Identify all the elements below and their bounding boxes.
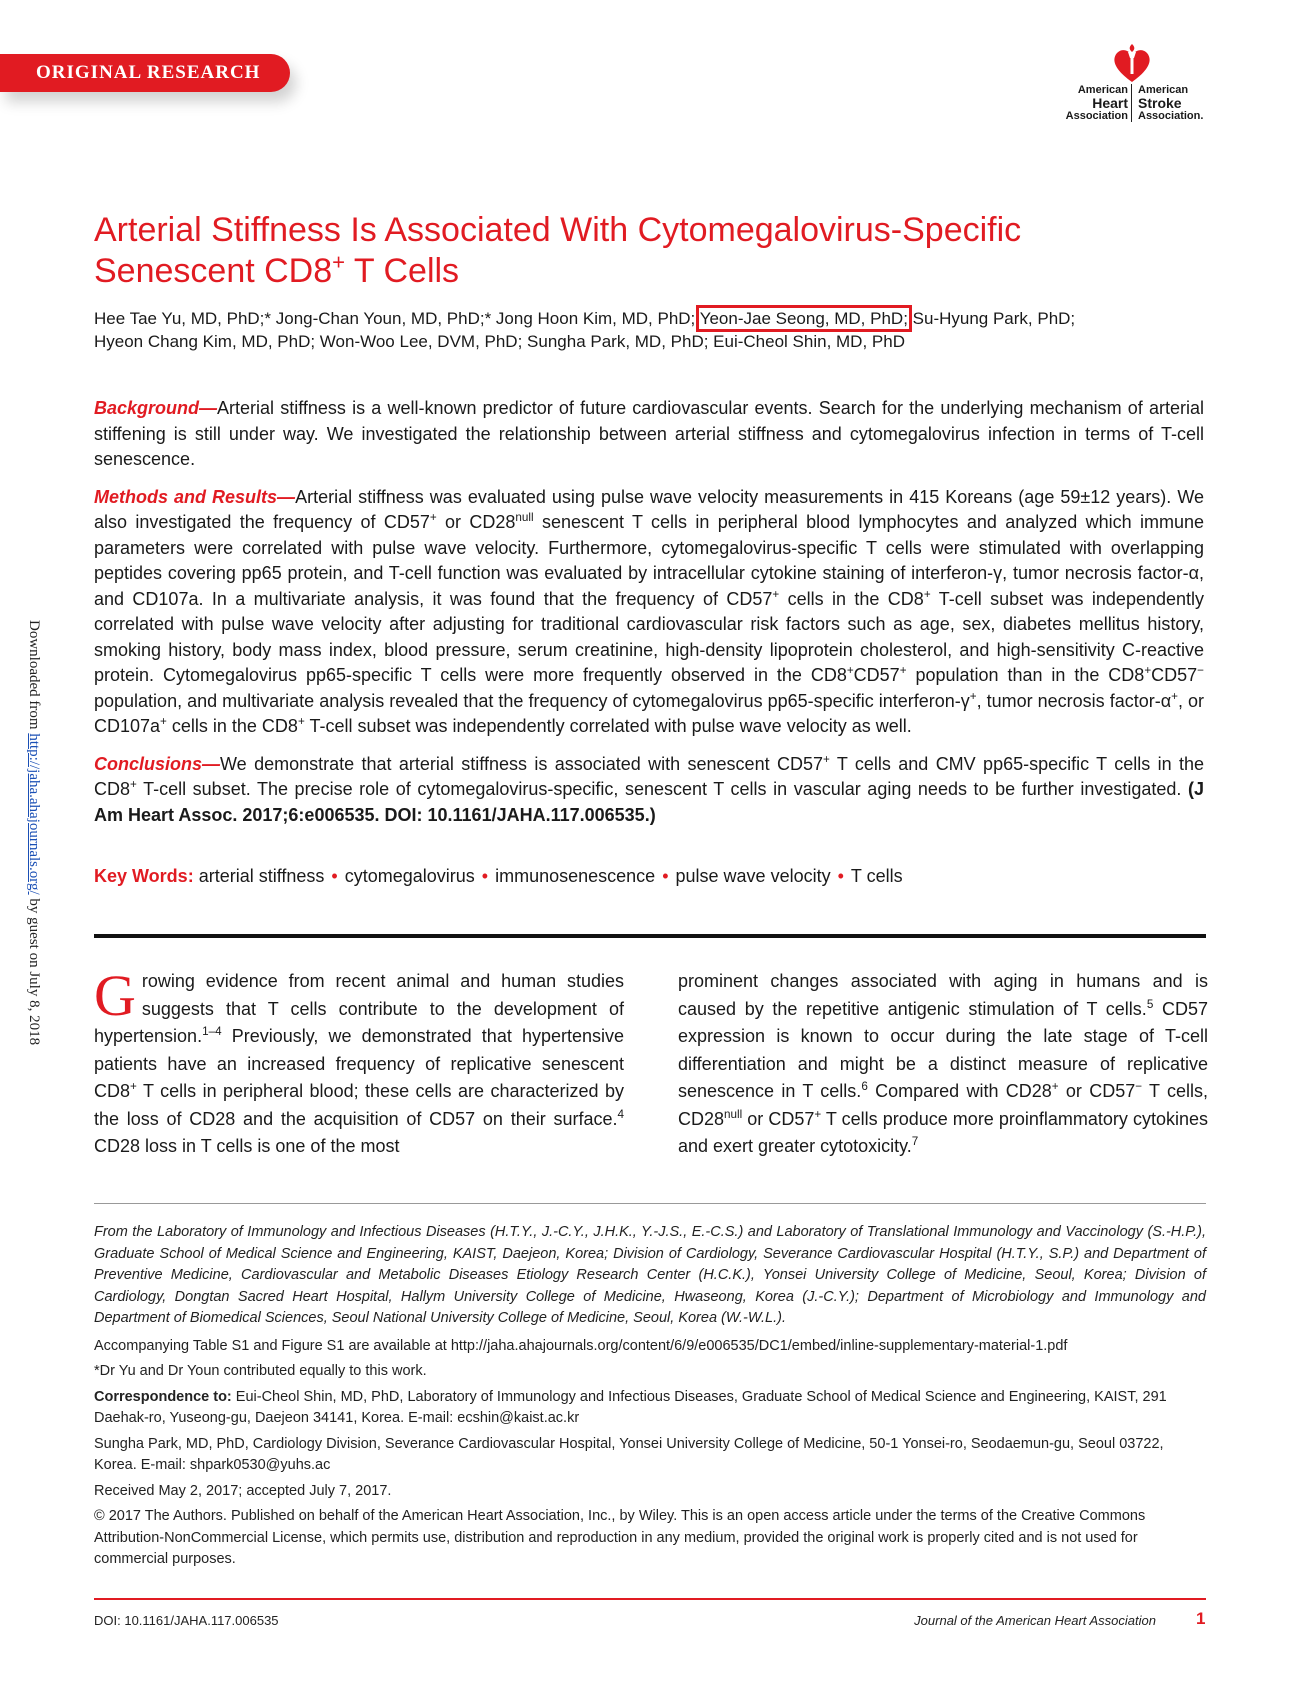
article-title [94, 210, 1134, 292]
heart-torch-icon [1111, 44, 1153, 84]
sup-null: null [515, 511, 534, 524]
background-text: Arterial stiffness is a well-known predictor of future cardiovascular events. Search for the underlying mechanism of arterial stiffening is still under way. We investigated the relationship between arterial stiffness and cytomegalovirus infection in terms of T-cell senescence. [94, 398, 1204, 469]
keyword: arterial stiffness [198, 866, 325, 886]
citation: (J Am Heart Assoc. 2017;6:e006535. DOI: 10.1161/JAHA.117.006535.) [94, 779, 1204, 825]
authors-line-2: Hyeon Chang Kim, MD, PhD; Won-Woo Lee, DVM, PhD; Sungha Park, MD, PhD; Eui-Cheol Shin, MD, PhD [94, 332, 905, 351]
sup-plus: + [1144, 664, 1152, 677]
authors-first: Hee Tae Yu, MD, PhD;* Jong-Chan Youn, MD, PhD;* Jong Hoon Kim, MD, PhD; [94, 309, 700, 328]
aha-wordmark [1066, 84, 1128, 122]
methods-label: Methods and Results— [94, 486, 296, 507]
correspondence-2: Sungha Park, MD, PhD, Cardiology Division, Severance Cardiovascular Hospital, Yonsei University College of Medicine, 50-1 Yonsei-ro, Seodaemun-gu, Seoul 03722, Korea. E-mail: shpark0530@yuhs.ac [94, 1435, 1164, 1473]
mr-text: T-cell subset was independently correlated with pulse wave velocity as well. [304, 716, 912, 736]
abstract-methods-results [94, 485, 1204, 740]
asa-wordmark [1138, 84, 1203, 122]
download-prefix: Downloaded from [26, 620, 42, 734]
sup-plus: + [297, 715, 305, 728]
article-type-banner [0, 54, 300, 96]
body-text: CD57 expression is known to occur during the late stage of T-cell differentiation and might be a distinct measure of replicative senescence in T cells. [678, 998, 1209, 1101]
body-text: T cells in peripheral blood; these cells are characterized by the loss of CD28 and the acquisition of CD57 on their surface. [94, 1081, 624, 1129]
body-text: or CD57 [1058, 1081, 1136, 1101]
mr-text: , tumor necrosis factor-α [976, 690, 1172, 711]
authors-rest: Su-Hyung Park, PhD; [907, 309, 1076, 328]
sup-plus: + [429, 511, 437, 524]
mr-text: CD57 [853, 665, 900, 685]
mr-text: population, and multivariate analysis revealed that the frequency of cytomegalovirus pp65-specific interferon-γ [94, 690, 970, 711]
abstract [94, 396, 1204, 840]
sup-plus: + [822, 752, 830, 766]
body-column-left [94, 963, 624, 1161]
mr-text: cells in the CD8 [166, 716, 298, 736]
sup-plus: + [130, 778, 137, 791]
aha-word-2: Heart [1092, 95, 1128, 111]
body-text: rowing evidence from recent animal and human studies suggests that T cells contribute to the development of hypertension. [94, 971, 624, 1046]
drop-cap: G [94, 963, 136, 1028]
sup-minus: − [1197, 664, 1204, 677]
sup-plus: + [969, 689, 977, 703]
mr-text: population than in the CD8 [906, 665, 1145, 685]
mr-text: T-cell subset was independently correlated with pulse wave velocity after adjusting for traditional cardiovascular risk factors such as age, sex, diabetes mellitus history, smoking history, body mass index, blood pressure, serum creatinine, high-density lipoprotein cholesterol, and high-sensitivity C-reactive protein. Cytomegalovirus pp65-specific T cells were more frequently observed in the CD8 [94, 588, 1205, 685]
ref-sup[interactable]: 6 [861, 1080, 868, 1093]
mr-text: , or CD107a [94, 690, 1205, 736]
correspondence-label: Correspondence to: [94, 1388, 232, 1405]
body-text: Compared with CD28 [867, 1081, 1052, 1101]
title-line-2: Senescent CD8 [94, 252, 333, 290]
keyword: T cells [850, 866, 903, 886]
keywords-label: Key Words: [94, 866, 194, 886]
mr-text: or CD28 [436, 512, 516, 532]
section-divider [94, 934, 1206, 938]
body-text: CD28 loss in T cells is one of the most [94, 1136, 400, 1156]
footer-doi: DOI: 10.1161/JAHA.117.006535 [94, 1613, 279, 1628]
ref-sup[interactable]: 4 [617, 1107, 624, 1121]
correspondence [94, 1387, 1206, 1430]
body-text: or CD57 [742, 1108, 815, 1129]
aha-asa-logo [1058, 44, 1208, 134]
footnotes [94, 1222, 1206, 1575]
aha-word-1: American [1077, 84, 1128, 96]
aha-word-3: Association [1065, 110, 1128, 122]
affiliations: From the Laboratory of Immunology and Infectious Diseases (H.T.Y., J.-C.Y., J.H.K., Y.-J.S., E.-C.S.) and Laboratory of Translational Immunology and Vaccinology (S.-H.P.), Graduate School of Medical Science and Engineering, KAIST, Daejeon, Korea; Division of Cardiology, Severance Cardiovascular Hospital (H.T.Y., S.P.) and Department of Preventive Medicine, Cardiovascular and Metabolic Diseases Etiology Research Center (H.C.K.), Yonsei University College of Medicine, Seoul, Korea; Division of Cardiology, Dongtan Sacred Heart Hospital, Hallym University College of Medicine, Hwaseong, Korea (J.-C.Y.); Department of Microbiology and Immunology and Department of Biomedical Sciences, Seoul National University College of Medicine, Seoul, Korea (W.-W.L.). [94, 1224, 1206, 1326]
highlighted-author: Yeon-Jae Seong, MD, PhD; [699, 309, 908, 328]
logo-divider [1131, 84, 1132, 122]
download-note [25, 620, 42, 1045]
ref-sup[interactable]: 1–4 [202, 1025, 222, 1038]
conclusions-label: Conclusions— [94, 753, 221, 774]
body-text: T cells produce more proinflammatory cytokines and exert greater cytotoxicity. [678, 1108, 1208, 1156]
sup-plus: + [1051, 1080, 1059, 1093]
abstract-background [94, 396, 1204, 473]
author-list [94, 307, 1214, 353]
supplement-note: Accompanying Table S1 and Figure S1 are available at http://jaha.ahajournals.org/content/6/9/e006535/DC1/embed/inline-supplementary-material-1.pdf [94, 1337, 1068, 1354]
sup-plus: + [160, 715, 167, 728]
banner-label: ORIGINAL RESEARCH [36, 62, 261, 83]
c-text: T-cell subset. The precise role of cytomegalovirus-specific, senescent T cells in vascular aging needs to be further investigated. [136, 779, 1188, 799]
journal-link[interactable]: http://jaha.ahajournals.org/ [26, 733, 42, 895]
sup-plus: + [130, 1080, 137, 1093]
sup-plus: + [846, 664, 854, 677]
title-sup: + [332, 249, 346, 275]
ref-sup[interactable]: 5 [1146, 997, 1154, 1011]
footer-divider [94, 1598, 1206, 1600]
ref-sup[interactable]: 7 [911, 1135, 919, 1148]
sup-minus: − [1135, 1080, 1143, 1093]
background-label: Background— [94, 398, 218, 418]
mr-text: Arterial stiffness was evaluated using pulse wave velocity measurements in 415 Koreans (age 59±12 years). We also investigated the frequency of CD57 [94, 486, 1204, 532]
sup-plus: + [772, 587, 780, 601]
download-suffix: by guest on July 8, 2018 [26, 894, 42, 1046]
body-column-right [678, 968, 1208, 1161]
body-text: T cells, CD28 [678, 1081, 1209, 1129]
equal-contribution-note: *Dr Yu and Dr Youn contributed equally to this work. [94, 1363, 427, 1379]
abstract-conclusions [94, 752, 1204, 829]
title-line-1: Arterial Stiffness Is Associated With Cytomegalovirus-Specific [94, 211, 1022, 249]
asa-word-2: Stroke [1138, 95, 1182, 111]
received-dates: Received May 2, 2017; accepted July 7, 2017. [94, 1482, 392, 1499]
footnote-divider [94, 1203, 1206, 1204]
sup-plus: + [1171, 689, 1178, 703]
body-text: prominent changes associated with aging in humans and is caused by the repetitive antigenic stimulation of T cells. [678, 971, 1208, 1019]
asa-word-3: Association. [1138, 110, 1204, 122]
page-number: 1 [1196, 1609, 1206, 1628]
footer-journal: Journal of the American Heart Association [914, 1613, 1156, 1628]
keywords: Key Words: arterial stiffness • cytomegalovirus • immunosenescence • pulse wave velocity • T cells [94, 866, 903, 886]
download-sidebar [20, 620, 44, 1120]
asa-word-1: American [1138, 84, 1189, 96]
keyword: pulse wave velocity [675, 866, 831, 886]
keyword: cytomegalovirus [344, 866, 475, 886]
c-text: T cells and CMV pp65-specific T cells in the CD8 [94, 753, 1204, 799]
keyword: immunosenescence [495, 866, 656, 886]
copyright-note: © 2017 The Authors. Published on behalf of the American Heart Association, Inc., by Wiley. This is an open access article under the terms of the Creative Commons Attribution-NonCommercial License, which permits use, distribution and reproduction in any medium, provided the original work is properly cited and is not used for commercial purposes. [94, 1508, 1146, 1567]
banner-tab [0, 54, 290, 92]
c-text: We demonstrate that arterial stiffness is associated with senescent CD57 [220, 753, 823, 774]
mr-text: cells in the CD8 [779, 588, 924, 609]
mr-text: senescent T cells in peripheral blood lymphocytes and analyzed which immune parameters were correlated with pulse wave velocity. Furthermore, cytomegalovirus-specific T cells were stimulated with overlapping peptides covering pp65 protein, and T-cell function was evaluated by intracellular cytokine staining of interferon-γ, tumor necrosis factor-α, and CD107a. In a multivariate analysis, it was found that the frequency of CD57 [94, 512, 1204, 609]
sup-null: null [724, 1107, 743, 1121]
body-text: Previously, we demonstrated that hypertensive patients have an increased frequency of replicative senescent CD8 [94, 1026, 624, 1101]
correspondence-1: Eui-Cheol Shin, MD, PhD, Laboratory of Immunology and Infectious Diseases, Graduate School of Medical Science and Engineering, KAIST, 291 Daehak-ro, Yuseong-gu, Daejeon 34141, Korea. E-mail: ecshin@kaist.ac.kr [94, 1388, 1167, 1426]
sup-plus: + [923, 587, 931, 601]
sup-plus: + [814, 1107, 822, 1121]
title-line-2-end: T Cells [345, 252, 460, 290]
mr-text: CD57 [1151, 665, 1198, 685]
sup-plus: + [899, 664, 907, 677]
